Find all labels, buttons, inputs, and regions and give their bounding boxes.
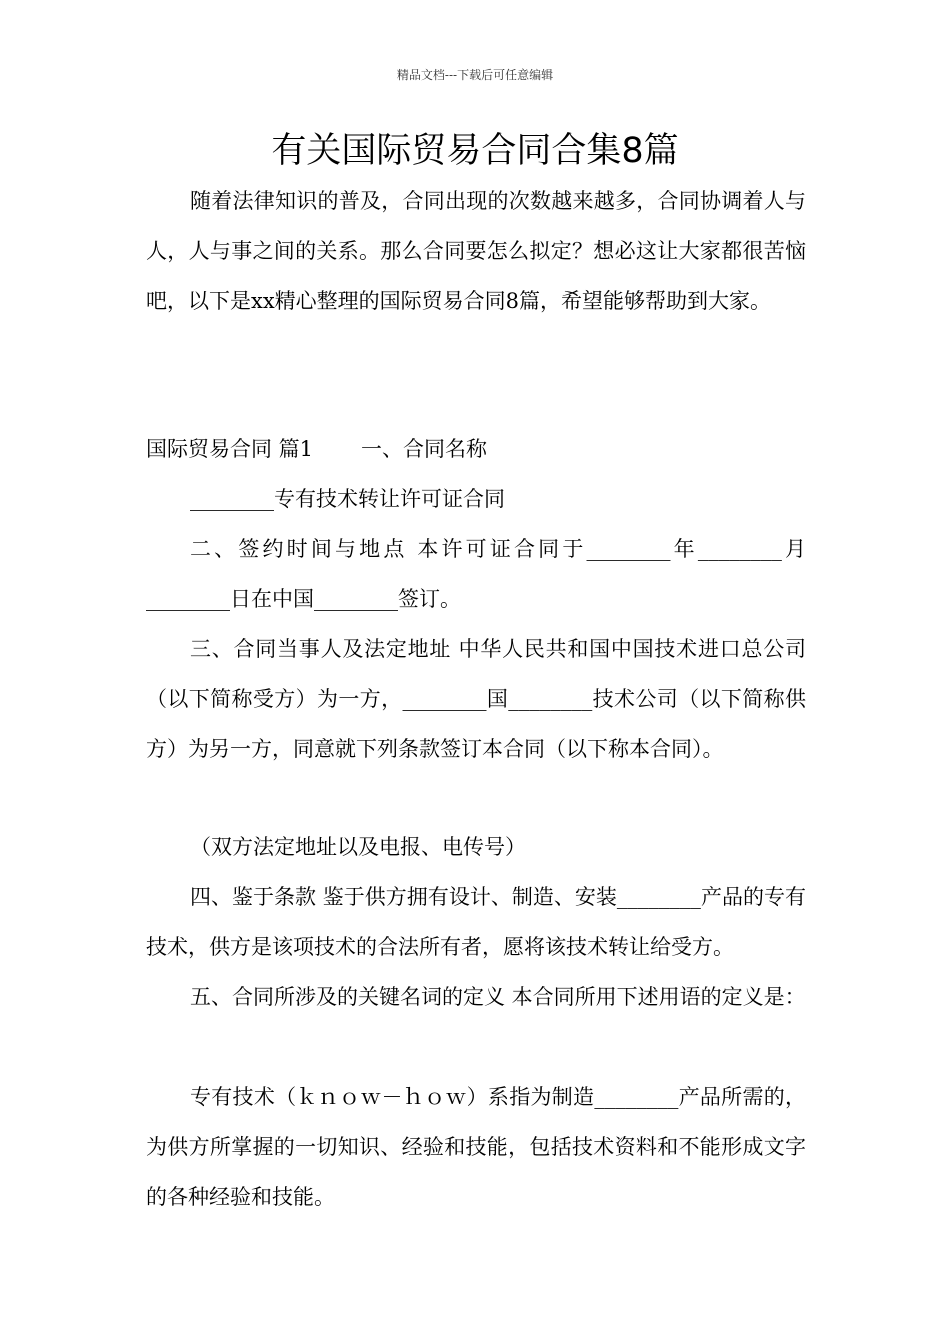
paragraph-definitions: 五、合同所涉及的关键名词的定义 本合同所用下述用语的定义是： [190,985,806,1009]
section-first-item: 一、合同名称 [361,437,488,461]
document-title: 有关国际贸易合同合集8篇 [271,131,679,171]
paragraph-signing-time: 二、签约时间与地点 本许可证合同于________年________月________日在中国________签订。 [146,537,806,611]
page-header: 精品文档---下载后可任意编辑 [396,68,554,82]
paragraph-contract-name: ________专有技术转让许可证合同 [190,487,505,511]
section-title: 国际贸易合同 篇1 [146,437,314,461]
intro-paragraph: 随着法律知识的普及，合同出现的次数越来越多，合同协调着人与人，人与事之间的关系。那么合同要怎么拟定？想必这让大家都很苦恼吧，以下是xx精心整理的国际贸易合同8篇，希望能够帮助到大家。 [146,189,806,313]
section-heading [146,424,806,474]
paragraph-know-how: 专有技术（ｋｎｏｗ－ｈｏｗ）系指为制造________产品所需的，为供方所掌握的一切知识、经验和技能，包括技术资料和不能形成文字的各种经验和技能。 [146,1085,806,1209]
paragraph-addresses: （双方法定地址以及电报、电传号） [190,835,526,859]
paragraph-parties: 三、合同当事人及法定地址 中华人民共和国中国技术进口总公司（以下简称受方）为一方，________国________技术公司（以下简称供方）为另一方，同意就下列条款签订本合同（以下称本合同）。 [146,637,806,761]
paragraph-recitals: 四、鉴于条款 鉴于供方拥有设计、制造、安装________产品的专有技术，供方是该项技术的合法所有者，愿将该技术转让给受方。 [146,885,806,959]
